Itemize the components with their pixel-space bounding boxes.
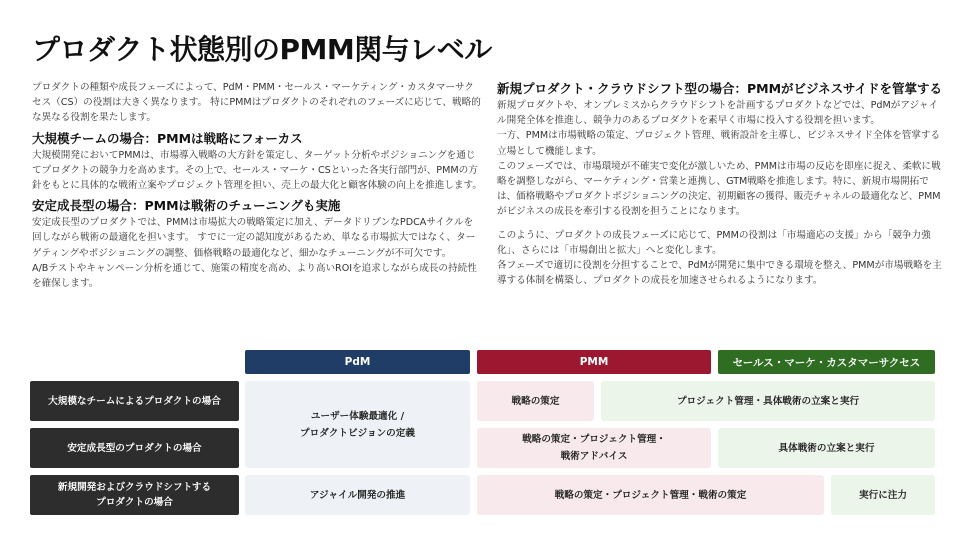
intro-paragraph: プロダクトの種類や成長フェーズによって、PdM・PMM・セールス・マーケティング・カスタマーサクセス（CS）の役割は大きく異なります。 特にPMMはプロダクトのそれぞれのフェーズに応じて、戦略的な異なる役割を果たします。 [32,82,481,124]
large-team-body: 大規模開発においてPMMは、市場導入戦略の大方針を策定し、ターゲット分析やポジショニングを通じてプロダクトの競争力を高めます。その上で、セールス・マーケ・CSといった各実行部門が、PMMの方針をもとに具体的な戦術立案やプロジェクト管理を担い、売上の最大化と顧客体験の向上を推進します。 [32,149,482,192]
large-team-heading: 大規模チームの場合：PMMは戦略にフォーカス [32,130,303,146]
summary-body-1: このように、プロダクトの成長フェーズに応じて、PMMの役割は「市場適応の支援」から「競争力強化」、さらには「市場創出と拡大」へと変化します。 [497,229,931,256]
summary-body-2: 各フェーズで適切に役割を分担することで、PdMが開発に集中できる環境を整え、PMMが市場戦略を主導する体制を構築し、プロダクトの成長を加速させられるようになります。 [497,260,942,287]
new-product-heading: 新規プロダクト・クラウドシフト型の場合：PMMがビジネスサイドを管掌する [497,81,943,96]
stable-growth-body: 安定成長型のプロダクトでは、PMMは市場拡大の戦略策定に加え、データドリブンなPDCAサイクルを回しながら戦術の最適化を担います。 すでに一定の認知度があるため、単なる市場拡大ではなく、ターゲティングやポジショニングの調整、価格戦略の最適化など、細かなチューニングが不可欠です。 [32,217,476,259]
new-product-body-3: このフェーズでは、市場環境が不確実で変化が激しいため、PMMは市場の反応を即座に捉え、柔軟に戦略を調整しながら、マーケティング・営業と連携し、GTM戦略を推進します。特に、新規市場開拓では、価格戦略やプロダクトポジショニングの決定、初期顧客の獲得、販売チャネルの最適化など、PMMがビジネスの成長を牽引する役割を担うことになります。 [497,160,941,218]
header-pmm: PMM [477,350,711,374]
page-title: プロダクト状態別のPMM関与レベル [32,33,492,66]
header-pdm: PdM [245,350,470,374]
stable-growth-heading: 安定成長型の場合：PMMは戦術のチューニングも実施 [32,198,341,214]
cell-cs-stable: 具体戦術の立案と実行 [718,428,935,468]
cell-pdm-large-stable: ユーザー体験最適化 / プロダクトビジョンの定義 [245,381,470,468]
right-column [497,80,947,288]
cell-pdm-new: アジャイル開発の推進 [245,475,470,515]
cell-pmm-large: 戦略の策定 [477,381,594,421]
row-label-stable-growth: 安定成長型のプロダクトの場合 [30,428,239,468]
left-column [32,80,482,291]
new-product-body-2: 一方、PMMは市場戦略の策定、プロジェクト管理、戦術設計を主導し、ビジネスサイド全体を管掌する立場として機能します。 [497,130,941,157]
header-sales-marketing-cs: セールス・マーケ・カスタマーサクセス [718,350,935,374]
stable-growth-body-2: A/Bテストやキャンペーン分析を通じて、施策の精度を高め、より高いROIを追求しながら成長の持続性を確保します。 [32,262,477,290]
new-product-body-1: 新規プロダクトや、オンプレミスからクラウドシフトを計画するプロダクトなどでは、PdMがアジャイル開発全体を推進し、競争力のあるプロダクトを素早く市場に投入する役割を担います。 [497,100,939,127]
cell-cs-new: 実行に注力 [831,475,935,515]
row-label-large-team: 大規模なチームによるプロダクトの場合 [30,381,239,421]
cell-pmm-stable: 戦略の策定・プロジェクト管理・ 戦術アドバイス [477,428,711,468]
cell-pmm-new: 戦略の策定・プロジェクト管理・戦術の策定 [477,475,824,515]
cell-cs-large: プロジェクト管理・具体戦術の立案と実行 [601,381,935,421]
row-label-new-product: 新規開発およびクラウドシフトする プロダクトの場合 [30,475,239,515]
